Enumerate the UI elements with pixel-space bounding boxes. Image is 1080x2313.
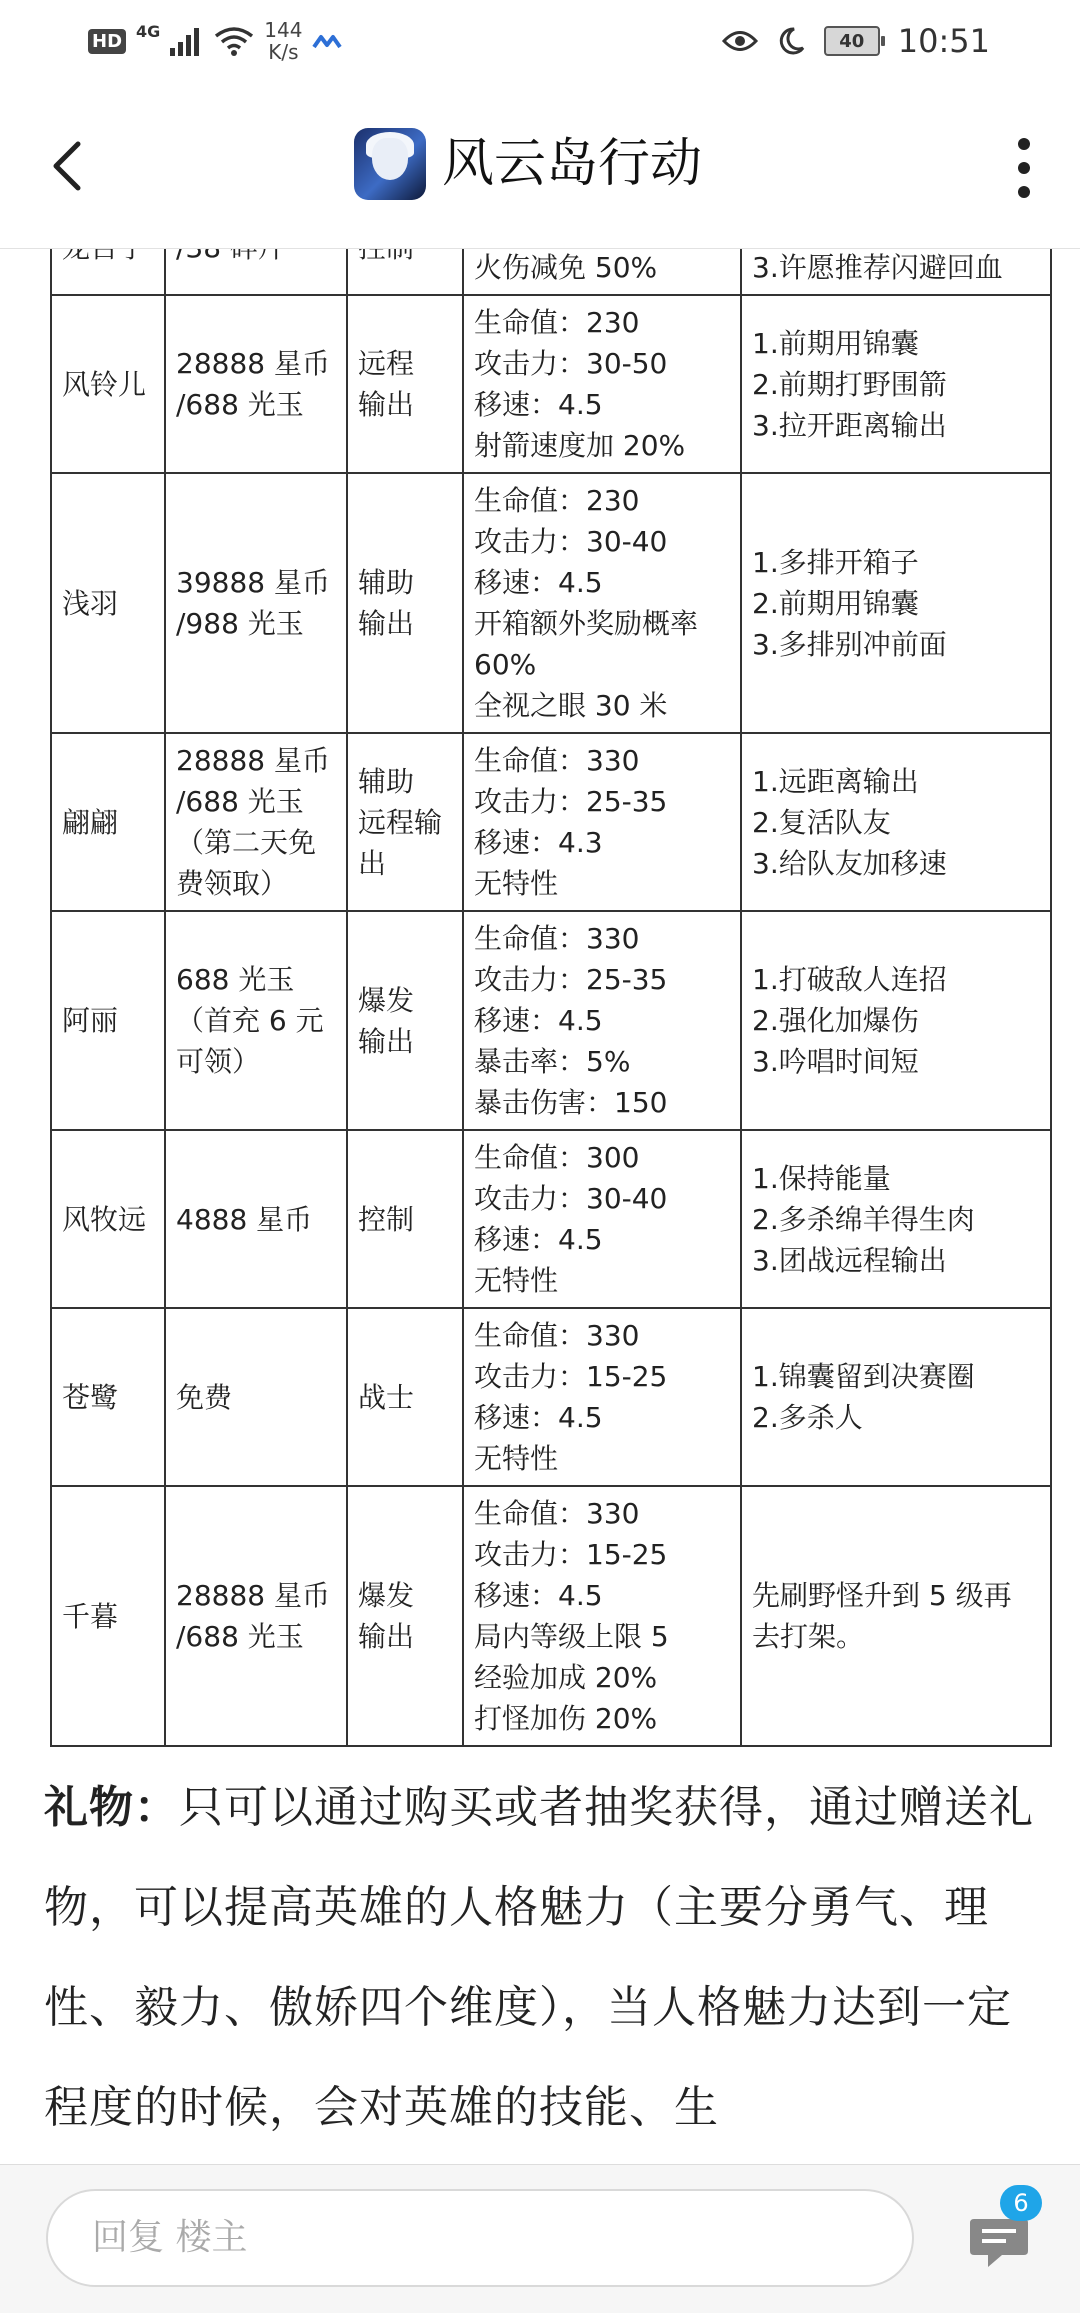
hero-cell-tips xyxy=(741,473,1051,733)
cell-line: 攻击力：30-50 xyxy=(474,347,668,380)
cell-line: 39888 星币 xyxy=(176,566,330,599)
cell-line: 移速：4.5 xyxy=(474,1223,603,1256)
cell-line: 3.给队友加移速 xyxy=(752,846,947,880)
article-paragraph xyxy=(44,1758,1034,2158)
cell-line: 移速：4.5 xyxy=(474,566,603,599)
cell-line: /688 光玉 xyxy=(176,785,304,818)
cell-line: 生命值：330 xyxy=(474,744,640,777)
cell-line: 辅助 xyxy=(358,764,415,798)
cell-line: 2.多杀人 xyxy=(752,1401,863,1434)
cell-line: 2.强化加爆伤 xyxy=(752,1004,919,1037)
hero-cell-role xyxy=(347,1486,463,1746)
cell-line: 1.前期用锦囊 xyxy=(752,326,919,360)
hero-cell-price xyxy=(165,1308,347,1486)
network-type: 4G xyxy=(136,21,161,41)
speed-value: 144 xyxy=(264,18,303,42)
hero-cell-role xyxy=(347,295,463,473)
more-dot xyxy=(1018,138,1030,150)
article-text: 只可以通过购买或者抽奖获得，通过赠送礼物，可以提高英雄的人格魅力（主要分勇气、理性、毅力、傲娇四个维度），当人格魅力达到一定程度的时候，会对英雄的技能、生 xyxy=(44,1782,1034,2133)
cell-line: 60% xyxy=(474,648,537,681)
hero-cell-name: 苍鹭 xyxy=(51,1308,165,1486)
hero-cell-price xyxy=(165,473,347,733)
cell-line: 火伤减免 50% xyxy=(474,251,658,284)
page-title[interactable]: 风云岛行动 xyxy=(442,134,703,194)
hero-cell-tips xyxy=(741,1308,1051,1486)
hero-cell-stats xyxy=(463,1130,741,1308)
hero-cell-name: 风铃儿 xyxy=(51,295,165,473)
cell-line: 爆发 xyxy=(358,1579,415,1612)
cell-line: 开箱额外奖励概率 xyxy=(474,607,699,640)
cell-line: 暴击伤害：150 xyxy=(474,1086,668,1119)
cell-line: 攻击力：15-25 xyxy=(474,1360,668,1393)
cell-line: 2.前期用锦囊 xyxy=(752,586,919,620)
battery-indicator: 40 xyxy=(824,26,880,56)
cell-line: 出 xyxy=(358,846,387,880)
cell-line: 攻击力：25-35 xyxy=(474,963,668,996)
hero-cell-tips xyxy=(741,295,1051,473)
cell-line: 28888 星币 xyxy=(176,347,330,380)
cell-line: 射箭速度加 20% xyxy=(474,429,686,462)
wifi-icon xyxy=(214,26,254,56)
cell-line: 战士 xyxy=(358,1380,415,1414)
hero-cell-stats xyxy=(463,1308,741,1486)
cell-line: 攻击力：30-40 xyxy=(474,1182,668,1215)
hero-cell-tips xyxy=(741,911,1051,1130)
cell-line: 4888 星币 xyxy=(176,1202,313,1236)
cell-line: 2.多杀绵羊得生肉 xyxy=(752,1202,975,1236)
cell-line: 3.团战远程输出 xyxy=(752,1243,947,1277)
cell-line: 去打架。 xyxy=(752,1620,865,1653)
hero-cell-role xyxy=(347,911,463,1130)
cell-line: 2.复活队友 xyxy=(752,805,891,839)
do-not-disturb-moon-icon xyxy=(776,26,806,56)
cell-line: 移速：4.5 xyxy=(474,388,603,421)
cell-line: 费领取） xyxy=(176,867,289,900)
cell-line: 先刷野怪升到 5 级再 xyxy=(752,1579,1012,1612)
cell-line: 3.多排别冲前面 xyxy=(752,627,947,661)
cell-line: 688 光玉 xyxy=(176,963,295,996)
hero-cell-name: 阿丽 xyxy=(51,911,165,1130)
hero-cell-stats xyxy=(463,733,741,911)
hero-row xyxy=(51,733,1051,911)
cell-line: 3.吟唱时间短 xyxy=(752,1045,919,1078)
cell-line: 移速：4.5 xyxy=(474,1401,603,1434)
hero-row xyxy=(51,295,1051,473)
cell-line: 输出 xyxy=(358,607,415,640)
cell-line: 爆发 xyxy=(358,983,415,1017)
cell-line: 生命值：300 xyxy=(474,1141,640,1174)
hero-row xyxy=(51,1308,1051,1486)
hero-row xyxy=(51,1130,1051,1308)
hero-cell-tips xyxy=(741,1130,1051,1308)
cell-line: 生命值：330 xyxy=(474,1319,640,1352)
cell-line: 无特性 xyxy=(474,1264,559,1297)
hero-table xyxy=(50,198,1052,1747)
hero-cell-role xyxy=(347,1130,463,1308)
cell-line: 1.锦囊留到决赛圈 xyxy=(752,1360,975,1393)
cell-line: /988 光玉 xyxy=(176,607,304,640)
cell-line: 局内等级上限 5 xyxy=(474,1620,669,1653)
hero-table-body xyxy=(51,199,1051,1746)
hero-cell-stats xyxy=(463,1486,741,1746)
cell-line: 28888 星币 xyxy=(176,1579,330,1612)
hero-cell-name: 风牧远 xyxy=(51,1130,165,1308)
comment-count-badge: 6 xyxy=(1000,2185,1042,2221)
cell-line: 2.前期打野围箭 xyxy=(752,367,947,401)
cell-line: 辅助 xyxy=(358,566,415,599)
more-dot xyxy=(1018,162,1030,174)
hero-cell-role xyxy=(347,1308,463,1486)
cell-line: 生命值：230 xyxy=(474,484,640,517)
eye-comfort-icon xyxy=(722,28,758,54)
cell-line: 经验加成 20% xyxy=(474,1661,658,1694)
hero-cell-price xyxy=(165,733,347,911)
cell-line: 攻击力：15-25 xyxy=(474,1538,668,1571)
cell-line: 控制 xyxy=(358,1202,415,1236)
cell-line: 1.打破敌人连招 xyxy=(752,963,947,996)
status-bar xyxy=(0,0,1080,82)
cell-line: 全视之眼 30 米 xyxy=(474,689,668,722)
hero-cell-price xyxy=(165,1130,347,1308)
hero-row xyxy=(51,1486,1051,1746)
app-notification-icon xyxy=(312,31,342,51)
hero-cell-role xyxy=(347,733,463,911)
cell-line: 移速：4.5 xyxy=(474,1004,603,1037)
cell-line: 免费 xyxy=(176,1380,233,1414)
cell-line: （第二天免 xyxy=(176,826,317,859)
hd-badge: HD xyxy=(88,29,126,54)
cell-line: 1.保持能量 xyxy=(752,1161,891,1195)
article-label: 礼物： xyxy=(44,1782,179,1833)
cell-line: 28888 星币 xyxy=(176,744,330,777)
hero-cell-name: 千暮 xyxy=(51,1486,165,1746)
signal-icon xyxy=(170,26,204,56)
cell-line: 移速：4.3 xyxy=(474,826,603,859)
hero-cell-name: 翩翩 xyxy=(51,733,165,911)
cell-line: 生命值：330 xyxy=(474,1497,640,1530)
cell-line: 1.远距离输出 xyxy=(752,764,919,798)
network-speed xyxy=(264,19,302,63)
cell-line: 打怪加伤 20% xyxy=(474,1702,658,1735)
cell-line: 3.拉开距离输出 xyxy=(752,408,947,442)
cell-line: 无特性 xyxy=(474,1442,559,1475)
clock: 10:51 xyxy=(897,22,990,60)
cell-line: 输出 xyxy=(358,1620,415,1653)
cell-line: 远程 xyxy=(358,347,415,380)
reply-bar xyxy=(0,2164,1080,2313)
hero-row xyxy=(51,911,1051,1130)
cell-line: 可领） xyxy=(176,1045,261,1078)
hero-cell-tips xyxy=(741,1486,1051,1746)
cell-line: 输出 xyxy=(358,388,415,421)
hero-cell-tips xyxy=(741,733,1051,911)
game-avatar-icon[interactable] xyxy=(354,128,426,200)
cell-line: 攻击力：30-40 xyxy=(474,525,668,558)
avatar-face xyxy=(372,138,408,180)
back-arrow-icon[interactable] xyxy=(44,138,94,194)
hero-cell-stats xyxy=(463,911,741,1130)
speed-unit: K/s xyxy=(268,40,299,64)
cell-line: 远程输 xyxy=(358,805,443,839)
cell-line: /688 光玉 xyxy=(176,388,304,421)
cell-line: （首充 6 元 xyxy=(176,1004,324,1037)
status-right xyxy=(722,18,990,64)
status-left xyxy=(88,18,342,64)
cell-line: 生命值：230 xyxy=(474,306,640,339)
cell-line: 暴击率：5% xyxy=(474,1045,631,1078)
cell-line: 输出 xyxy=(358,1024,415,1058)
hero-cell-price xyxy=(165,911,347,1130)
cell-line: 攻击力：25-35 xyxy=(474,785,668,818)
cell-line: 无特性 xyxy=(474,867,559,900)
hero-row xyxy=(51,473,1051,733)
hero-cell-price xyxy=(165,1486,347,1746)
post-content[interactable] xyxy=(0,248,1080,2164)
top-app-bar xyxy=(0,82,1080,249)
hero-cell-price xyxy=(165,295,347,473)
reply-input[interactable]: 回复 楼主 xyxy=(46,2189,914,2287)
cell-line: 3.许愿推荐闪避回血 xyxy=(752,251,1003,284)
cell-line: 生命值：330 xyxy=(474,922,640,955)
cell-line: 1.多排开箱子 xyxy=(752,545,919,579)
more-options-icon[interactable] xyxy=(1012,138,1036,198)
hero-cell-stats xyxy=(463,473,741,733)
hero-cell-name: 浅羽 xyxy=(51,473,165,733)
hero-cell-role xyxy=(347,473,463,733)
hero-cell-stats xyxy=(463,295,741,473)
cell-line: 移速：4.5 xyxy=(474,1579,603,1612)
cell-line: /688 光玉 xyxy=(176,1620,304,1653)
more-dot xyxy=(1018,186,1030,198)
